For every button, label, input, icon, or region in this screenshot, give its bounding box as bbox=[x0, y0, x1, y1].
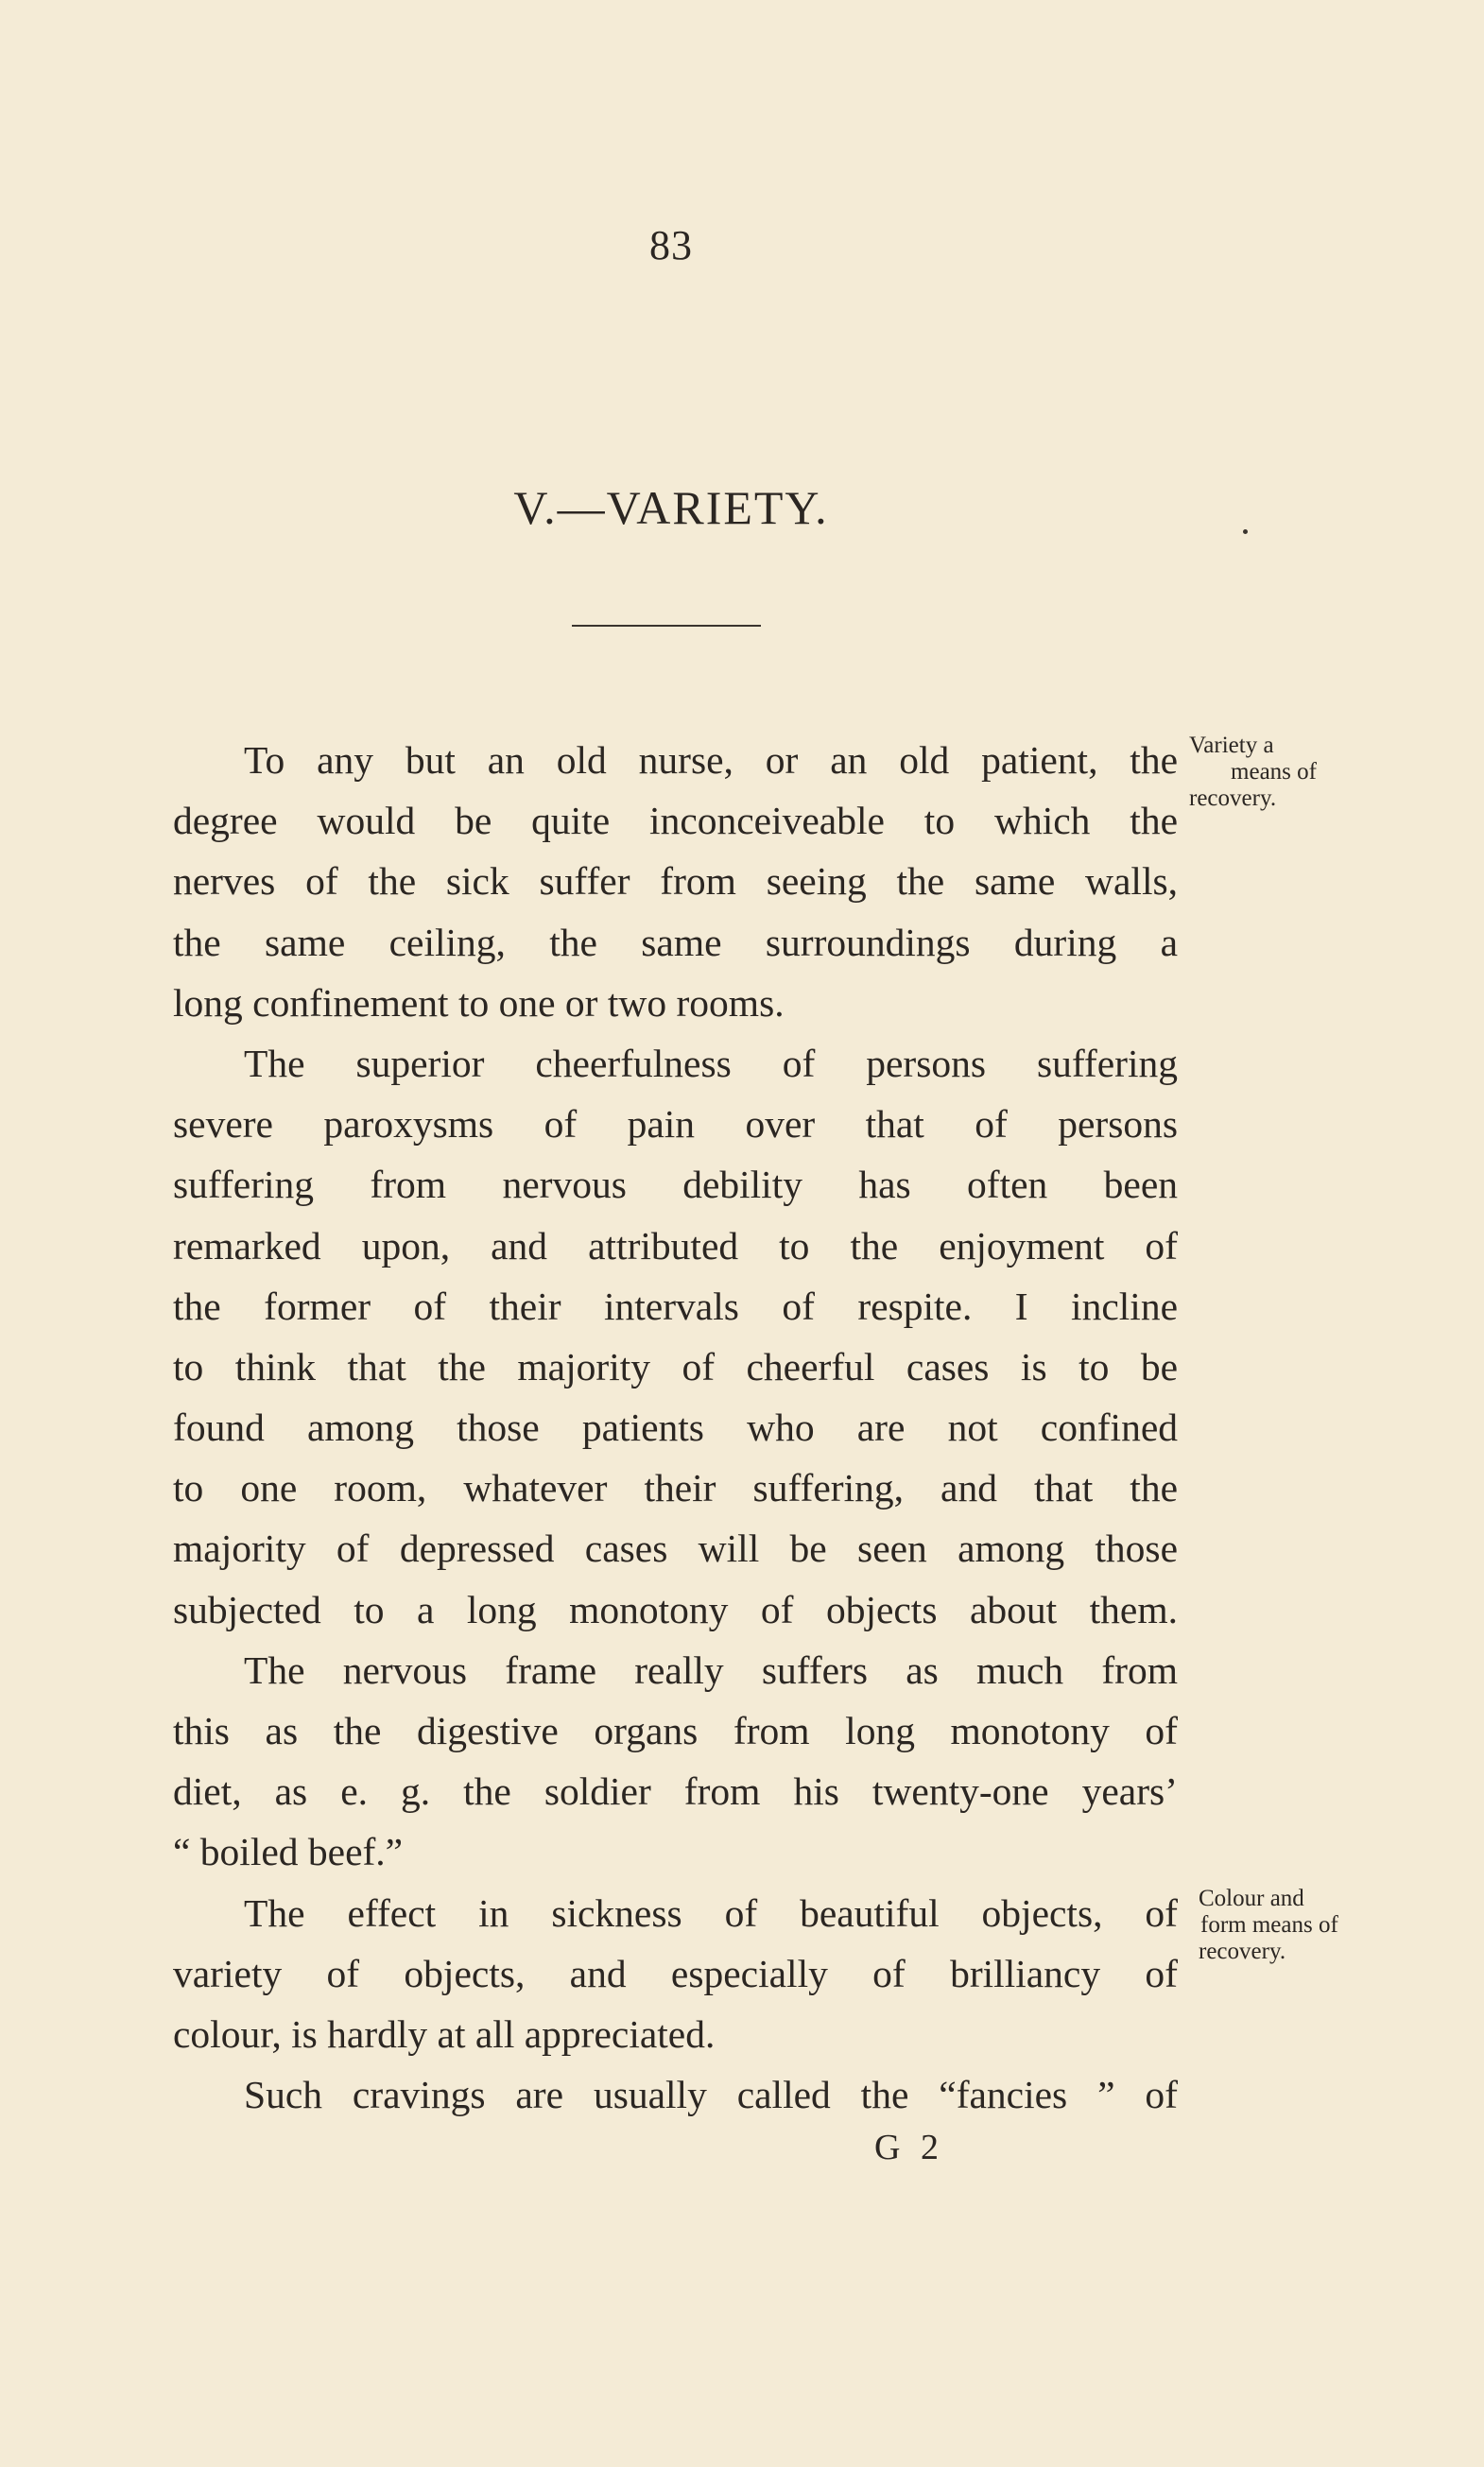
ink-speck bbox=[1243, 529, 1248, 534]
title-divider bbox=[572, 625, 761, 627]
text-line: degree would be quite inconceiveable to which the bbox=[173, 799, 1178, 843]
page-number: 83 bbox=[649, 222, 693, 268]
text-line: the same ceiling, the same surroundings during a bbox=[173, 920, 1178, 964]
text-line: colour, is hardly at all appreciated. bbox=[173, 2011, 716, 2056]
text-line: variety of objects, and especially of brilliancy of bbox=[173, 1951, 1178, 1995]
text-line: diet, as e. g. the soldier from his twenty-one years’ bbox=[173, 1769, 1178, 1814]
margin-note-line: form means of bbox=[1200, 1912, 1338, 1938]
body-text bbox=[173, 730, 1178, 2125]
text-line: the former of their intervals of respite. I incline bbox=[173, 1284, 1178, 1328]
text-line: found among those patients who are not confined bbox=[173, 1406, 1178, 1450]
text-line: long confinement to one or two rooms. bbox=[173, 980, 785, 1025]
text-line: “ boiled beef.” bbox=[173, 1830, 404, 1874]
margin-note-variety bbox=[1189, 733, 1317, 812]
text-line: to think that the majority of cheerful cases is to be bbox=[173, 1344, 1178, 1389]
margin-note-colour bbox=[1199, 1886, 1338, 1965]
text-line: subjected to a long monotony of objects about them. bbox=[173, 1587, 1178, 1631]
text-line: severe paroxysms of pain over that of persons bbox=[173, 1102, 1178, 1147]
text-line: nerves of the sick suffer from seeing the same walls, bbox=[173, 859, 1178, 904]
margin-note-line: recovery. bbox=[1199, 1939, 1286, 1964]
chapter-title: V.—VARIETY. bbox=[513, 481, 829, 534]
text-line: To any but an old nurse, or an old patient, the bbox=[244, 738, 1178, 782]
text-line: The superior cheerfulness of persons suffering bbox=[244, 1041, 1178, 1085]
text-line: remarked upon, and attributed to the enjoyment of bbox=[173, 1223, 1178, 1268]
margin-note-line: Colour and bbox=[1199, 1886, 1304, 1911]
text-line: suffering from nervous debility has often been bbox=[173, 1163, 1178, 1207]
text-line: The effect in sickness of beautiful objects, of bbox=[244, 1890, 1178, 1935]
text-line: The nervous frame really suffers as much from bbox=[244, 1648, 1178, 1692]
text-line: Such cravings are usually called the “fancies ” of bbox=[244, 2073, 1178, 2117]
margin-note-line: Variety a bbox=[1189, 733, 1274, 758]
text-line: majority of depressed cases will be seen among those bbox=[173, 1527, 1178, 1571]
margin-note-line: recovery. bbox=[1189, 785, 1277, 811]
text-line: to one room, whatever their suffering, and that the bbox=[173, 1466, 1178, 1510]
signature-mark: G 2 bbox=[874, 2128, 944, 2167]
text-line: this as the digestive organs from long monotony of bbox=[173, 1709, 1178, 1752]
margin-note-line: means of bbox=[1231, 759, 1317, 785]
